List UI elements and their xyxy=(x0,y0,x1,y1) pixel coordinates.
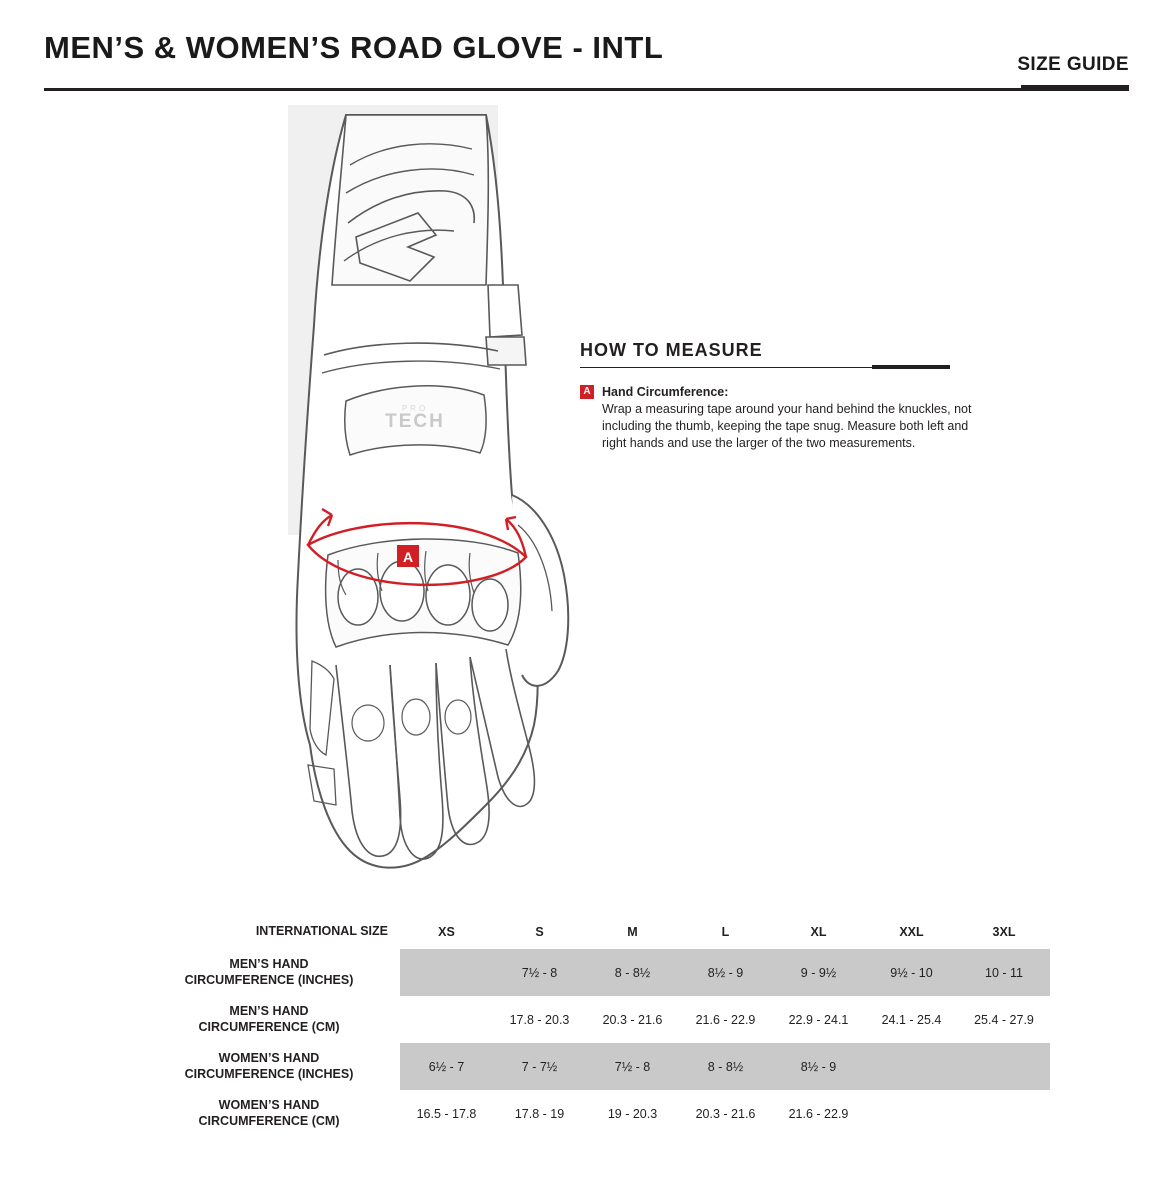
svg-text:PRO: PRO xyxy=(401,404,429,413)
size-table-wrap xyxy=(150,915,1050,1137)
table-cell: 21.6 - 22.9 xyxy=(679,996,772,1043)
measure-description: Wrap a measuring tape around your hand behind the knuckles, not including the thumb, keeping the tape snug. Measure both left and right hands and use the larger of the two measurements. xyxy=(602,402,972,450)
table-cell: 21.6 - 22.9 xyxy=(772,1090,865,1137)
table-row-label: WOMEN’S HAND CIRCUMFERENCE (INCHES) xyxy=(184,1050,354,1081)
table-header-row xyxy=(150,915,1050,949)
table-cell xyxy=(958,1043,1050,1090)
table-cell xyxy=(958,1090,1050,1137)
table-row-label: MEN’S HAND CIRCUMFERENCE (INCHES) xyxy=(184,956,354,987)
table-cell: 20.3 - 21.6 xyxy=(586,996,679,1043)
table-cell xyxy=(865,1090,958,1137)
table-row-label: INTERNATIONAL SIZE xyxy=(255,924,388,939)
how-to-measure-divider xyxy=(580,367,950,368)
table-cell: 8 - 8½ xyxy=(679,1043,772,1090)
table-row-label: MEN’S HAND CIRCUMFERENCE (CM) xyxy=(198,1003,340,1034)
table-cell xyxy=(400,949,493,996)
table-row-label: WOMEN’S HAND CIRCUMFERENCE (CM) xyxy=(198,1097,340,1128)
table-row xyxy=(150,1090,1050,1137)
table-cell: 8 - 8½ xyxy=(586,949,679,996)
table-cell: 9½ - 10 xyxy=(865,949,958,996)
table-cell: 8½ - 9 xyxy=(772,1043,865,1090)
page-header xyxy=(44,30,1129,94)
table-row xyxy=(150,949,1050,996)
size-table xyxy=(150,915,1050,1137)
how-to-measure-panel xyxy=(580,340,980,452)
glove-logo-text: TECH xyxy=(385,411,445,432)
table-cell: 25.4 - 27.9 xyxy=(958,996,1050,1043)
measure-badge-a: A xyxy=(580,385,594,399)
table-cell: 19 - 20.3 xyxy=(586,1090,679,1137)
table-row xyxy=(150,996,1050,1043)
table-column-header: S xyxy=(535,925,544,939)
glove-illustration xyxy=(250,105,620,895)
header-divider xyxy=(44,88,1129,91)
table-cell: 20.3 - 21.6 xyxy=(679,1090,772,1137)
how-to-measure-body xyxy=(580,384,980,452)
table-column-header: 3XL xyxy=(992,925,1016,939)
size-guide-label: SIZE GUIDE xyxy=(1017,54,1129,75)
table-column-header: XXL xyxy=(899,925,924,939)
how-to-measure-title: HOW TO MEASURE xyxy=(580,340,763,360)
page-title: MEN’S & WOMEN’S ROAD GLOVE - INTL xyxy=(44,30,664,65)
table-cell: 17.8 - 20.3 xyxy=(493,996,586,1043)
table-cell xyxy=(865,1043,958,1090)
table-cell: 22.9 - 24.1 xyxy=(772,996,865,1043)
table-cell: 6½ - 7 xyxy=(400,1043,493,1090)
table-column-header: XS xyxy=(438,925,455,939)
table-cell: 17.8 - 19 xyxy=(493,1090,586,1137)
table-column-header: L xyxy=(721,925,730,939)
table-column-header: XL xyxy=(810,925,827,939)
table-cell: 24.1 - 25.4 xyxy=(865,996,958,1043)
how-to-measure-divider-accent xyxy=(872,365,950,369)
table-cell: 7½ - 8 xyxy=(586,1043,679,1090)
table-cell xyxy=(400,996,493,1043)
table-cell: 16.5 - 17.8 xyxy=(400,1090,493,1137)
svg-text:A: A xyxy=(402,549,414,565)
table-cell: 7½ - 8 xyxy=(493,949,586,996)
glove-drawing xyxy=(288,105,568,868)
table-cell: 8½ - 9 xyxy=(679,949,772,996)
table-row xyxy=(150,1043,1050,1090)
header-divider-accent xyxy=(1021,85,1129,91)
table-cell: 10 - 11 xyxy=(958,949,1050,996)
table-column-header: M xyxy=(627,925,638,939)
measure-label: Hand Circumference: xyxy=(602,385,729,399)
table-cell: 7 - 7½ xyxy=(493,1043,586,1090)
table-cell: 9 - 9½ xyxy=(772,949,865,996)
